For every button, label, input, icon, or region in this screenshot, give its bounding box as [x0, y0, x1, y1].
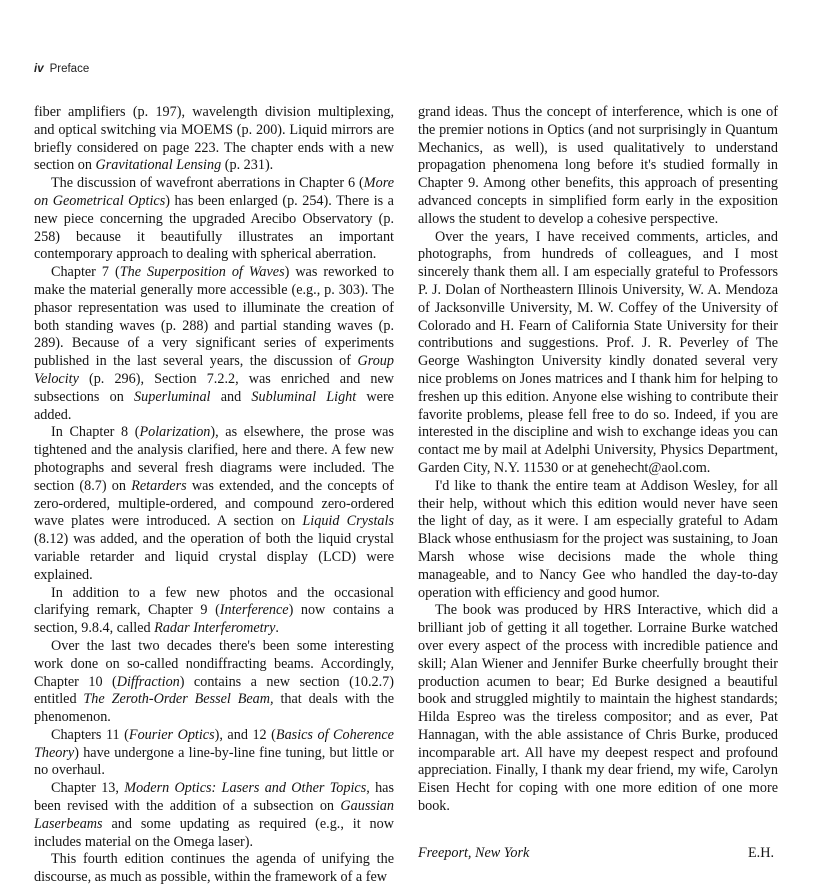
text-run: ), as elsewhere, the prose was tightened and the analysis clarified, here and there. A few new photographs and several fresh diagrams were included. The section (8.7) on: [34, 424, 394, 494]
text-run: and: [210, 388, 252, 405]
italic-text: Gravitational Lensing: [95, 157, 222, 174]
text-run: Chapter 13,: [51, 780, 125, 797]
page-number: iv: [34, 63, 44, 75]
italic-text: Retarders: [131, 477, 187, 494]
right-text-column: [418, 104, 778, 816]
italic-text: The Superposition of Waves: [119, 264, 285, 281]
text-run: fiber amplifiers (p. 197), wavelength division multiplexing, and optical switching via MOEMS (p. 200). Liquid mirrors are briefly considered on page 223. The chapter ends with a new section on: [34, 104, 394, 174]
text-run: Chapters 11 (: [51, 726, 129, 743]
text-run: ) was reworked to make the material generally more accessible (e.g., p. 303). The phasor representation was used to illuminate the creation of both standing waves (p. 288) and partial standing waves (p. 289). Because of a very significant series of experiments published in the last several years, the discussion of: [34, 264, 394, 370]
text-run: ), and 12 (: [214, 726, 276, 743]
left-text-column: [34, 104, 394, 887]
text-run: This fourth edition continues the agenda of unifying the discourse, as much as possible, within the framework of a few: [34, 851, 394, 886]
text-run: and some updating as required (e.g., it now includes material on the Omega laser).: [34, 815, 394, 850]
italic-text: The Zeroth-Order Bessel Beam,: [83, 691, 274, 708]
text-run: .: [275, 620, 279, 637]
italic-text: Modern Optics: Lasers and Other Topics: [124, 780, 367, 797]
text-run: , has been revised with the addition of a subsection on: [34, 780, 394, 815]
italic-text: Subluminal Light: [251, 388, 357, 405]
paragraph: [34, 638, 394, 727]
text-run: In addition to a few new photos and the occasional clarifying remark, Chapter 9 (: [34, 584, 394, 619]
italic-text: Interference: [219, 602, 289, 619]
italic-text: Diffraction: [116, 673, 180, 690]
paragraph: [34, 264, 394, 424]
paragraph: [34, 727, 394, 780]
italic-text: Basics of Coherence Theory: [34, 726, 394, 761]
text-run: was extended, and the concepts of zero-ordered, multiple-ordered, and compound zero-ordered wave plates were introduced. A section on: [34, 477, 395, 530]
text-run: were added.: [34, 388, 394, 423]
text-run: Over the last two decades there's been some interesting work done on so-called nondiffracting beams. Accordingly, Chapter 10 (: [34, 637, 394, 690]
paragraph: [34, 424, 394, 584]
text-run: (p. 296), Section 7.2.2, was enriched and new subsections on: [34, 370, 394, 405]
italic-text: Radar Interferometry: [154, 620, 276, 637]
running-head: [34, 63, 89, 75]
paragraph: [418, 602, 778, 816]
italic-text: Gaussian Laserbeams: [34, 798, 394, 832]
italic-text: Fourier Optics: [128, 726, 215, 743]
paragraph: [34, 851, 394, 887]
paragraph: [34, 780, 394, 851]
section-title: Preface: [49, 63, 90, 75]
signature-place: Freeport, New York: [418, 845, 530, 861]
italic-text: Group Velocity: [34, 353, 394, 387]
paragraph: [34, 104, 394, 175]
text-run: The discussion of wavefront aberrations in Chapter 6 (: [51, 175, 364, 192]
italic-text: Liquid Crystals: [302, 513, 394, 530]
text-run: The book was produced by HRS Interactive, which did a brilliant job of getting it all together. Lorraine Burke watched over every aspect of the process with incredible patience and skill; Alan Wiener and Jennifer Burke cheerfully brought their production acumen to bear; Ed Burke designed a beautiful book and struggled mightily to maintain the highest standards; Hilda Espreo was the tireless compositor; and as ever, Pat Hannagan, with the able assistance of Chris Burke, produced incomparable art. All have my deepest respect and profound appreciation. Finally, I thank my dear friend, my wife, Carolyn Eisen Hecht for coping with one more edition of one more book.: [418, 602, 778, 815]
paragraph: [34, 175, 394, 264]
paragraph: [418, 478, 778, 603]
text-run: Over the years, I have received comments, articles, and photographs, from hundreds of colleagues, and I most sincerely thank them all. I am especially grateful to Professors P. J. Dolan of Northeastern Illinois University, W. A. Mendoza of Jacksonville University, M. W. Coffey of the University of Colorado and H. Fearn of California State University for their contributions and suggestions. Prof. J. R. Peverley of The George Washington University kindly donated several very nice problems on Jones matrices and I thank him for helping to freshen up this edition. Anyone else wishing to contribute their favorite problems, please fell free to do so. Indeed, if you are interested in the discipline and wish to exchange ideas you can contact me by mail at Adelphi University, Physics Department, Garden City, N.Y. 11530 or at genehecht@aol.com.: [418, 228, 778, 476]
text-run: grand ideas. Thus the concept of interference, which is one of the premier notions in Optics (and not surprisingly in Quantum Mechanics, as well), is used qualitatively to understand propagation phenomena long before it's studied formally in Chapter 9. Among other benefits, this approach of presenting advanced concepts in simplified form early in the exposition allows the student to develop a cohesive perspective.: [418, 104, 778, 227]
text-run: (p. 231).: [221, 157, 274, 174]
text-run: (8.12) was added, and the operation of both the liquid crystal variable retarder and liquid crystal display (LCD) were explained.: [34, 531, 394, 583]
text-run: I'd like to thank the entire team at Addison Wesley, for all their help, without which this edition would never have seen the light of day, as it were. I am especially grateful to Adam Black whose enthusiasm for the project was sustaining, to Joan Marsh whose wise decisions made the whole thing manageable, and to Nancy Gee who handled the day-to-day operation with efficiency and good humor.: [418, 477, 778, 601]
italic-text: More on Geometrical Optics: [34, 175, 394, 209]
paragraph: [418, 104, 778, 229]
signature-line: [418, 845, 778, 862]
text-run: Chapter 7 (: [51, 264, 120, 281]
text-run: ) contains a new section (10.2.7) entitled: [34, 673, 394, 708]
text-run: that deals with the phenomenon.: [34, 691, 394, 726]
text-run: In Chapter 8 (: [51, 424, 140, 441]
text-run: ) has been enlarged (p. 254). There is a new piece concerning the upgraded Arecibo Observatory (p. 258) because it beautifully illustrates an important contemporary approach to dealing with spherical aberration.: [34, 192, 394, 263]
text-run: ) now contains a section, 9.8.4, called: [34, 602, 394, 637]
text-run: ) have undergone a line-by-line fine tuning, but little or no overhaul.: [34, 744, 394, 779]
italic-text: Superluminal: [134, 388, 211, 405]
italic-text: Polarization: [139, 424, 211, 441]
signature-initials: E.H.: [747, 845, 774, 861]
paragraph: [418, 229, 778, 478]
paragraph: [34, 585, 394, 638]
